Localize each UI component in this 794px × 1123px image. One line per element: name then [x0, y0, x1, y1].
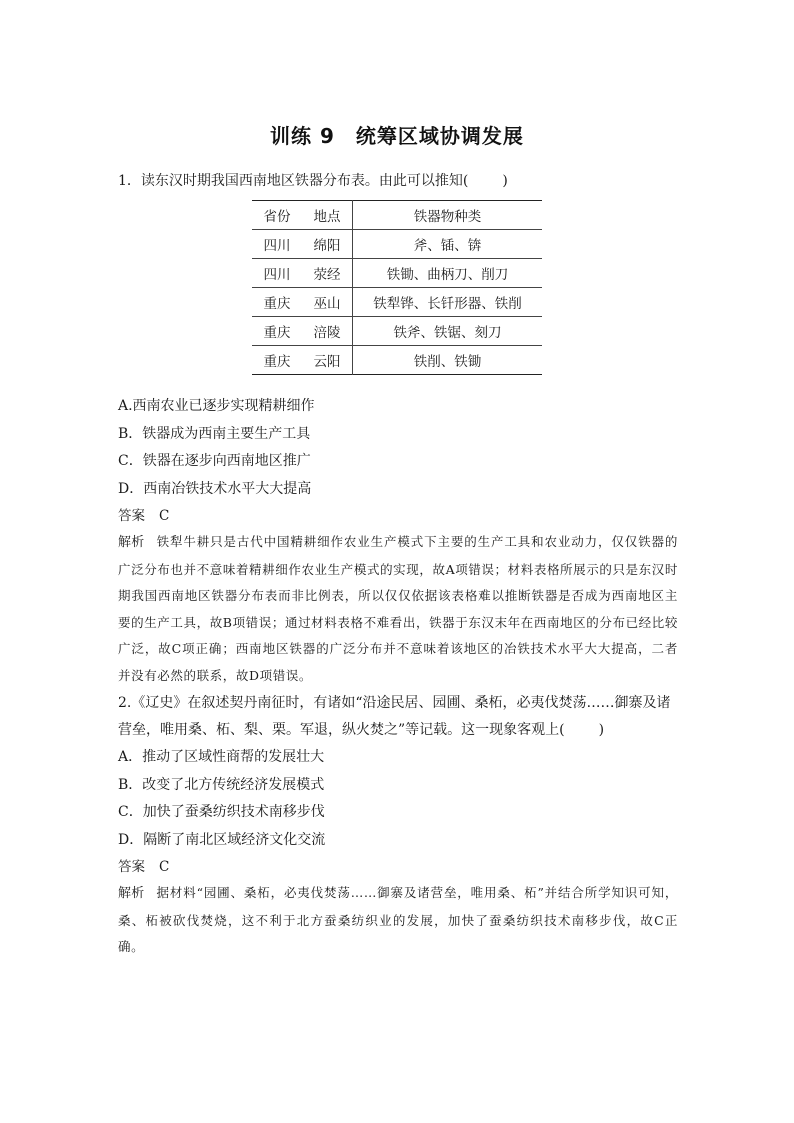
question-1-text: 1．读东汉时期我国西南地区铁器分布表。由此可以推知( [118, 173, 469, 189]
iron-distribution-table [252, 200, 542, 375]
analysis-label: 解析 [118, 886, 145, 901]
analysis-label: 解析 [118, 535, 145, 550]
table-cell-iron-types: 斧、锸、锛 [413, 238, 482, 254]
question-2-answer [118, 854, 678, 880]
table-row [252, 230, 542, 259]
table-header-iron-types: 铁器物种类 [413, 209, 482, 225]
analysis-text: 据材料“园圃、桑柘，必夷伐焚荡……御寨及诸营垒，唯用桑、柘”并结合所学知识可知，桑、柘被砍伐焚烧，这不利于北方蚕桑纺织业的发展，加快了蚕桑纺织技术南移步伐，故C正确。 [118, 885, 678, 954]
option-b: B．改变了北方传统经济发展模式 [118, 776, 325, 793]
option-a: A.西南农业已逐步实现精耕细作 [118, 398, 315, 414]
table-cell-province: 四川 [263, 267, 291, 283]
question-2-paren-close: ) [598, 722, 605, 738]
table-cell-location: 涪陵 [302, 317, 353, 346]
table-header-location: 地点 [302, 201, 353, 230]
option-d: D．西南冶铁技术水平大大提高 [118, 480, 312, 497]
table-cell-location: 云阳 [302, 346, 353, 375]
page-title: 训练 9 统筹区域协调发展 [270, 124, 524, 148]
question-2-text: 2.《辽史》在叙述契丹南征时，有诸如“沿途民居、园圃、桑柘，必夷伐焚荡……御寨及诸营垒，唯用桑、柘、梨、栗。军退，纵火焚之”等记载。这一现象客观上( [118, 695, 671, 738]
option-c: C．加快了蚕桑纺织技术南移步伐 [118, 804, 325, 820]
table-cell-province: 重庆 [263, 325, 291, 341]
table-cell-iron-types: 铁犁铧、长钎形器、铁削 [373, 296, 522, 312]
answer-label: 答案 [118, 508, 145, 524]
table-cell-province: 重庆 [263, 354, 291, 370]
table-cell-iron-types: 铁削、铁锄 [413, 354, 482, 370]
answer-label: 答案 [118, 859, 145, 875]
table-row [252, 288, 542, 317]
analysis-text: 铁犁牛耕只是古代中国精耕细作农业生产模式下主要的生产工具和农业动力，仅仅铁器的广泛分布也并不意味着精耕细作农业生产模式的实现，故A项错误；材料表格所展示的只是东汉时期我国西南地区铁器分布表而非比例表，所以仅仅依据该表格难以推断铁器是否成为西南地区主要的生产工具，故B项错误；通过材料表格不难看出，铁器于东汉末年在西南地区的分布已经比较广泛，故C项正确；西南地区铁器的广泛分布并不意味着该地区的冶铁技术水平大大提高，二者并没有必然的联系，故D项错误。 [118, 534, 678, 683]
table-row [252, 317, 542, 346]
table-cell-iron-types: 铁锄、曲柄刀、削刀 [386, 267, 509, 283]
content-body [118, 168, 678, 961]
answer-value: C [159, 859, 170, 875]
table-cell-province: 重庆 [263, 296, 291, 312]
option-d: D．隔断了南北区域经济文化交流 [118, 831, 326, 848]
table-cell-location: 绵阳 [302, 230, 353, 259]
table-cell-location: 巫山 [302, 288, 353, 317]
table-cell-location: 荥经 [302, 259, 353, 288]
question-1-options [118, 393, 678, 503]
option-b: B．铁器成为西南主要生产工具 [118, 425, 311, 442]
question-2-stem [118, 690, 678, 744]
option-c: C．铁器在逐步向西南地区推广 [118, 453, 311, 469]
table-row [252, 346, 542, 375]
answer-value: C [159, 508, 170, 524]
option-a: A．推动了区域性商帮的发展壮大 [118, 749, 325, 765]
question-1-paren-close: ) [502, 173, 508, 189]
question-2-options [118, 744, 678, 854]
question-1-answer [118, 503, 678, 529]
question-1-analysis [118, 529, 678, 689]
table-cell-province: 四川 [263, 238, 291, 254]
question-1-stem [118, 168, 678, 195]
table-row [252, 259, 542, 288]
table-header-province: 省份 [263, 209, 291, 225]
table-cell-iron-types: 铁斧、铁锯、刻刀 [393, 325, 502, 341]
question-2-analysis [118, 880, 678, 961]
table-header-row [252, 201, 542, 230]
